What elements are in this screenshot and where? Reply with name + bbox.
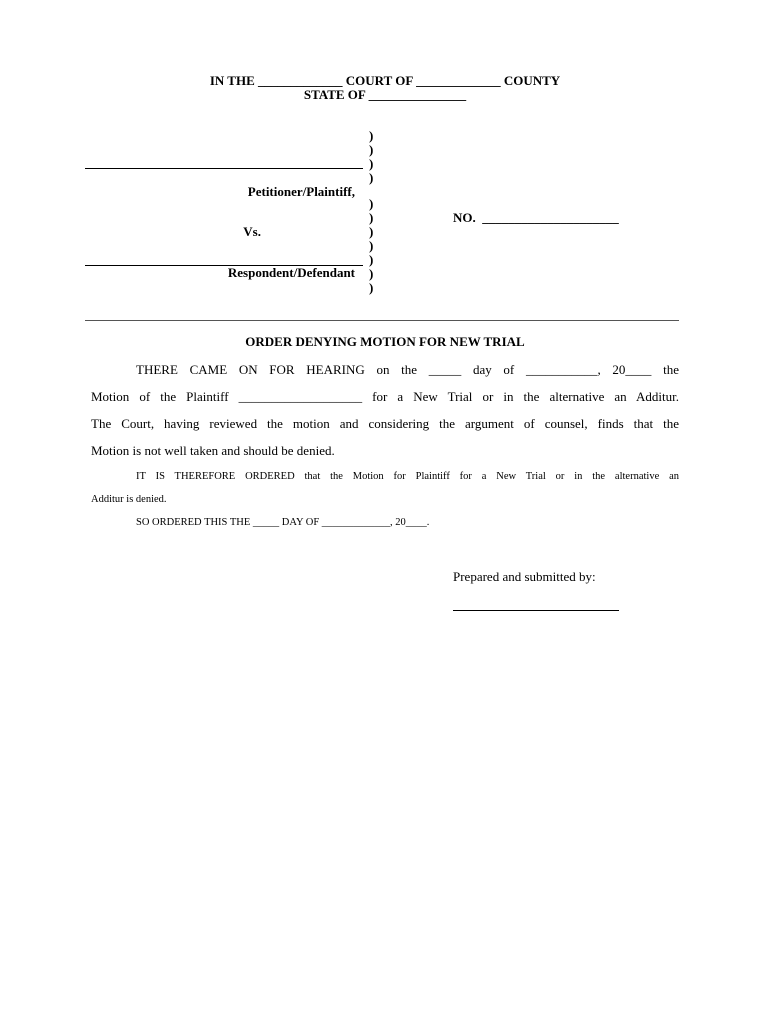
paragraph-line: Motion is not well taken and should be denied. <box>91 443 335 458</box>
paragraph-line: IT IS THEREFORE ORDERED that the Motion for Plaintiff for a New Trial or in the alternative an <box>136 471 679 482</box>
caption-paren: ) <box>369 196 374 211</box>
caption-paren: ) <box>369 266 374 281</box>
caption-paren: ) <box>369 280 374 295</box>
caption-paren: ) <box>369 170 374 185</box>
petitioner-name-line[interactable] <box>85 168 363 169</box>
so-ordered-line: SO ORDERED THIS THE _____ DAY OF _____________, 20____. <box>136 517 430 528</box>
prepared-by-label: Prepared and submitted by: <box>453 569 596 584</box>
paragraph-line: Additur is denied. <box>91 494 167 505</box>
case-number: NO. _____________________ <box>453 210 619 225</box>
petitioner-label: Petitioner/Plaintiff, <box>247 184 355 199</box>
paragraph-line: Motion of the Plaintiff ___________________ for a New Trial or in the alternative an Additur. <box>91 389 679 404</box>
caption-paren: ) <box>369 252 374 267</box>
caption-paren: ) <box>369 238 374 253</box>
order-title: ORDER DENYING MOTION FOR NEW TRIAL <box>245 334 525 349</box>
paragraph-line: The Court, having reviewed the motion and considering the argument of counsel, finds that the <box>91 416 679 431</box>
caption-paren: ) <box>369 156 374 171</box>
caption-paren: ) <box>369 128 374 143</box>
vs-label: Vs. <box>243 224 261 239</box>
respondent-label: Respondent/Defendant <box>227 265 355 280</box>
caption-paren: ) <box>369 142 374 157</box>
state-heading: STATE OF _______________ <box>303 87 467 102</box>
caption-divider <box>85 320 679 321</box>
court-heading: IN THE _____________ COURT OF _____________ COUNTY <box>209 73 561 88</box>
paragraph-line: THERE CAME ON FOR HEARING on the _____ day of ___________, 20____ the <box>136 362 679 377</box>
caption-paren: ) <box>369 210 374 225</box>
caption-paren: ) <box>369 224 374 239</box>
preparer-signature-line[interactable] <box>453 610 619 611</box>
